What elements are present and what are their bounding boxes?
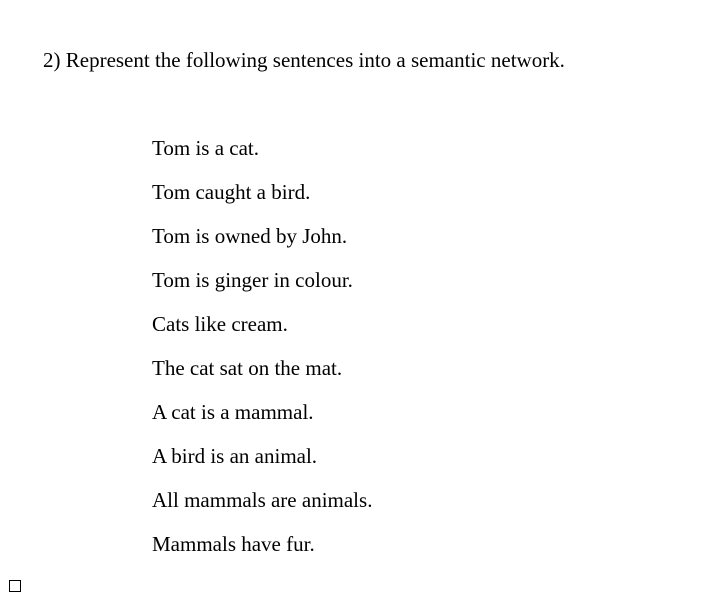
sentence-item: A bird is an animal. <box>152 444 318 468</box>
sentence-item: All mammals are animals. <box>152 488 373 512</box>
sentence-list <box>152 135 372 575</box>
sentence-item: Tom is ginger in colour. <box>152 268 353 292</box>
sentence-item: Tom caught a bird. <box>152 180 311 204</box>
sentence-item: Tom is a cat. <box>152 136 259 160</box>
sentence-item: A cat is a mammal. <box>152 400 314 424</box>
sentence-item: Mammals have fur. <box>152 532 315 556</box>
checkbox[interactable] <box>9 580 21 592</box>
sentence-item: The cat sat on the mat. <box>152 356 343 380</box>
sentence-item: Tom is owned by John. <box>152 224 348 248</box>
question-prompt: 2) Represent the following sentences into a semantic network. <box>43 48 565 72</box>
sentence-item: Cats like cream. <box>152 312 288 336</box>
